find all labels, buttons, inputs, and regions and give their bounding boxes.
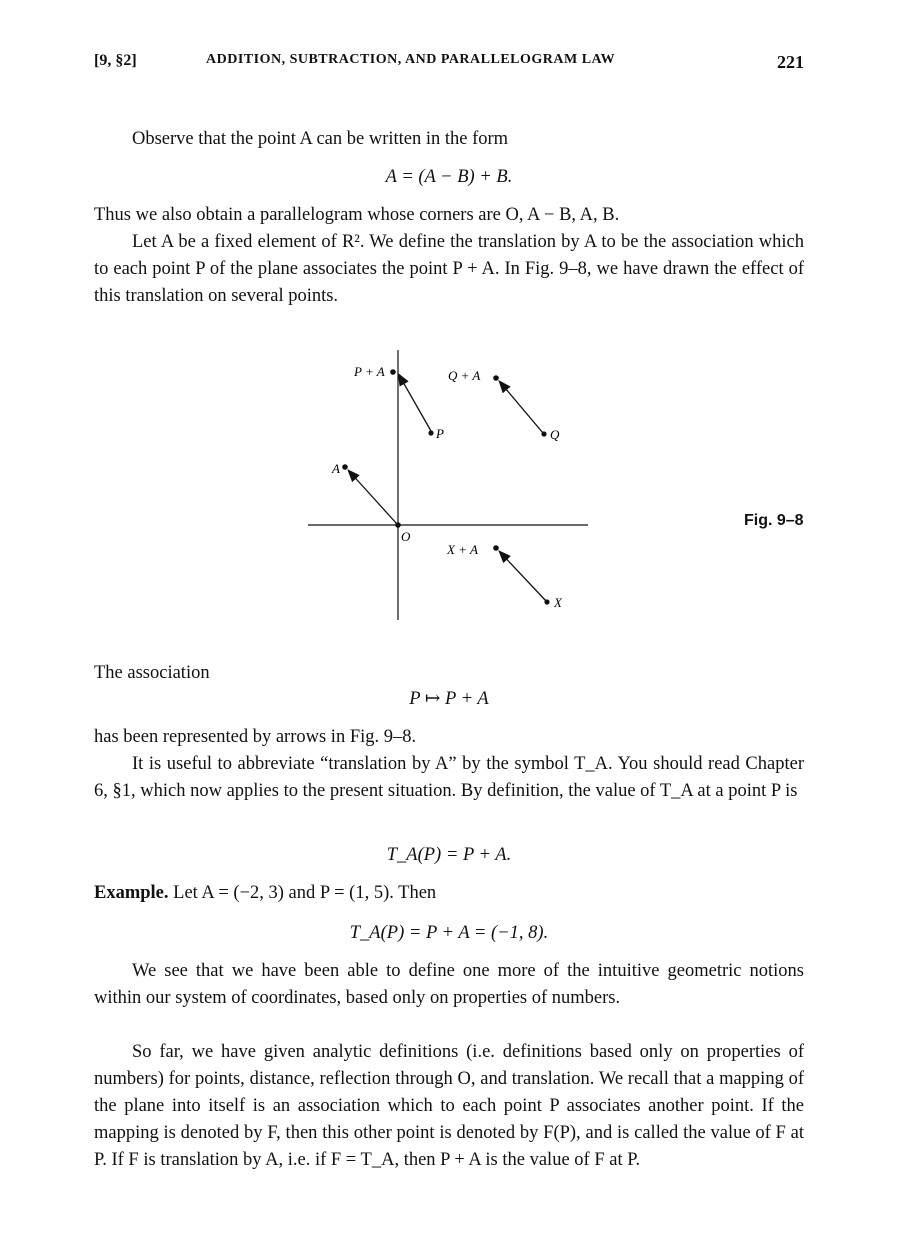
equation-3: T_A(P) = P + A. [386,845,512,865]
example-label: Example. [94,883,169,903]
running-header [94,52,804,78]
chapter-title: ADDITION, SUBTRACTION, AND PARALLELOGRAM LAW [206,52,616,67]
label-x-plus-a: X + A [447,542,478,557]
arrow-x [500,552,546,601]
point-q-plus-a [493,375,499,381]
paragraph-5: has been represented by arrows in Fig. 9–8. [94,727,417,747]
arrow-p [399,375,431,431]
point-x [544,599,549,604]
paragraph-6: It is useful to abbreviate “translation by A” by the symbol T_A. You should read Chapter 6, §1, which now applies to the present situation. By definition, the value of T_A at a point P is [94,754,804,801]
label-o: O [401,529,411,544]
example [94,880,804,907]
point-p-plus-a [390,369,396,375]
point-o [395,522,401,528]
label-q: Q [550,427,560,442]
paragraph-8: So far, we have given analytic definitions (i.e. definitions based only on properties of numbers) for points, distance, reflection through O, and translation. We recall that a mapping of the plane into itself is an association which to each point P associates another point. If the mapping is denoted by F, then this other point is denoted by F(P), and is called the value of F at P. If F is translation by A, i.e. if F = T_A, then P + A is the value of F at P. [94,1042,804,1170]
example-text: Let A = (−2, 3) and P = (1, 5). Then [173,883,437,903]
figure-caption: Fig. 9–8 [744,512,804,529]
paragraph-3: Let A be a fixed element of R². We define the translation by A to be the association which to each point P of the plane associates the point P + A. In Fig. 9–8, we have drawn the effect of this translation on several points. [94,232,804,306]
point-x-plus-a [493,545,499,551]
equation-1: A = (A − B) + B. [385,167,513,187]
figure-9-8 [294,344,704,624]
label-a: A [332,461,340,476]
point-q [541,431,546,436]
arrow-o [349,471,397,524]
equation-2: P ↦ P + A [409,689,489,709]
label-q-plus-a: Q + A [448,368,481,383]
page-number: 221 [777,52,804,72]
paragraph-2: Thus we also obtain a parallelogram whose corners are O, A − B, A, B. [94,205,620,225]
label-p-plus-a: P + A [354,364,385,379]
paragraph-4: The association [94,663,210,683]
point-a [342,464,348,470]
point-p [428,430,433,435]
equation-4: T_A(P) = P + A = (−1, 8). [349,923,549,943]
paragraph-1: Observe that the point A can be written in the form [132,129,509,149]
section-ref: [9, §2] [94,52,137,69]
arrow-q [500,382,543,433]
label-p: P [436,426,444,441]
label-x: X [554,595,562,610]
paragraph-7: We see that we have been able to define one more of the intuitive geometric notions within our system of coordinates, based only on properties of numbers. [94,961,804,1008]
